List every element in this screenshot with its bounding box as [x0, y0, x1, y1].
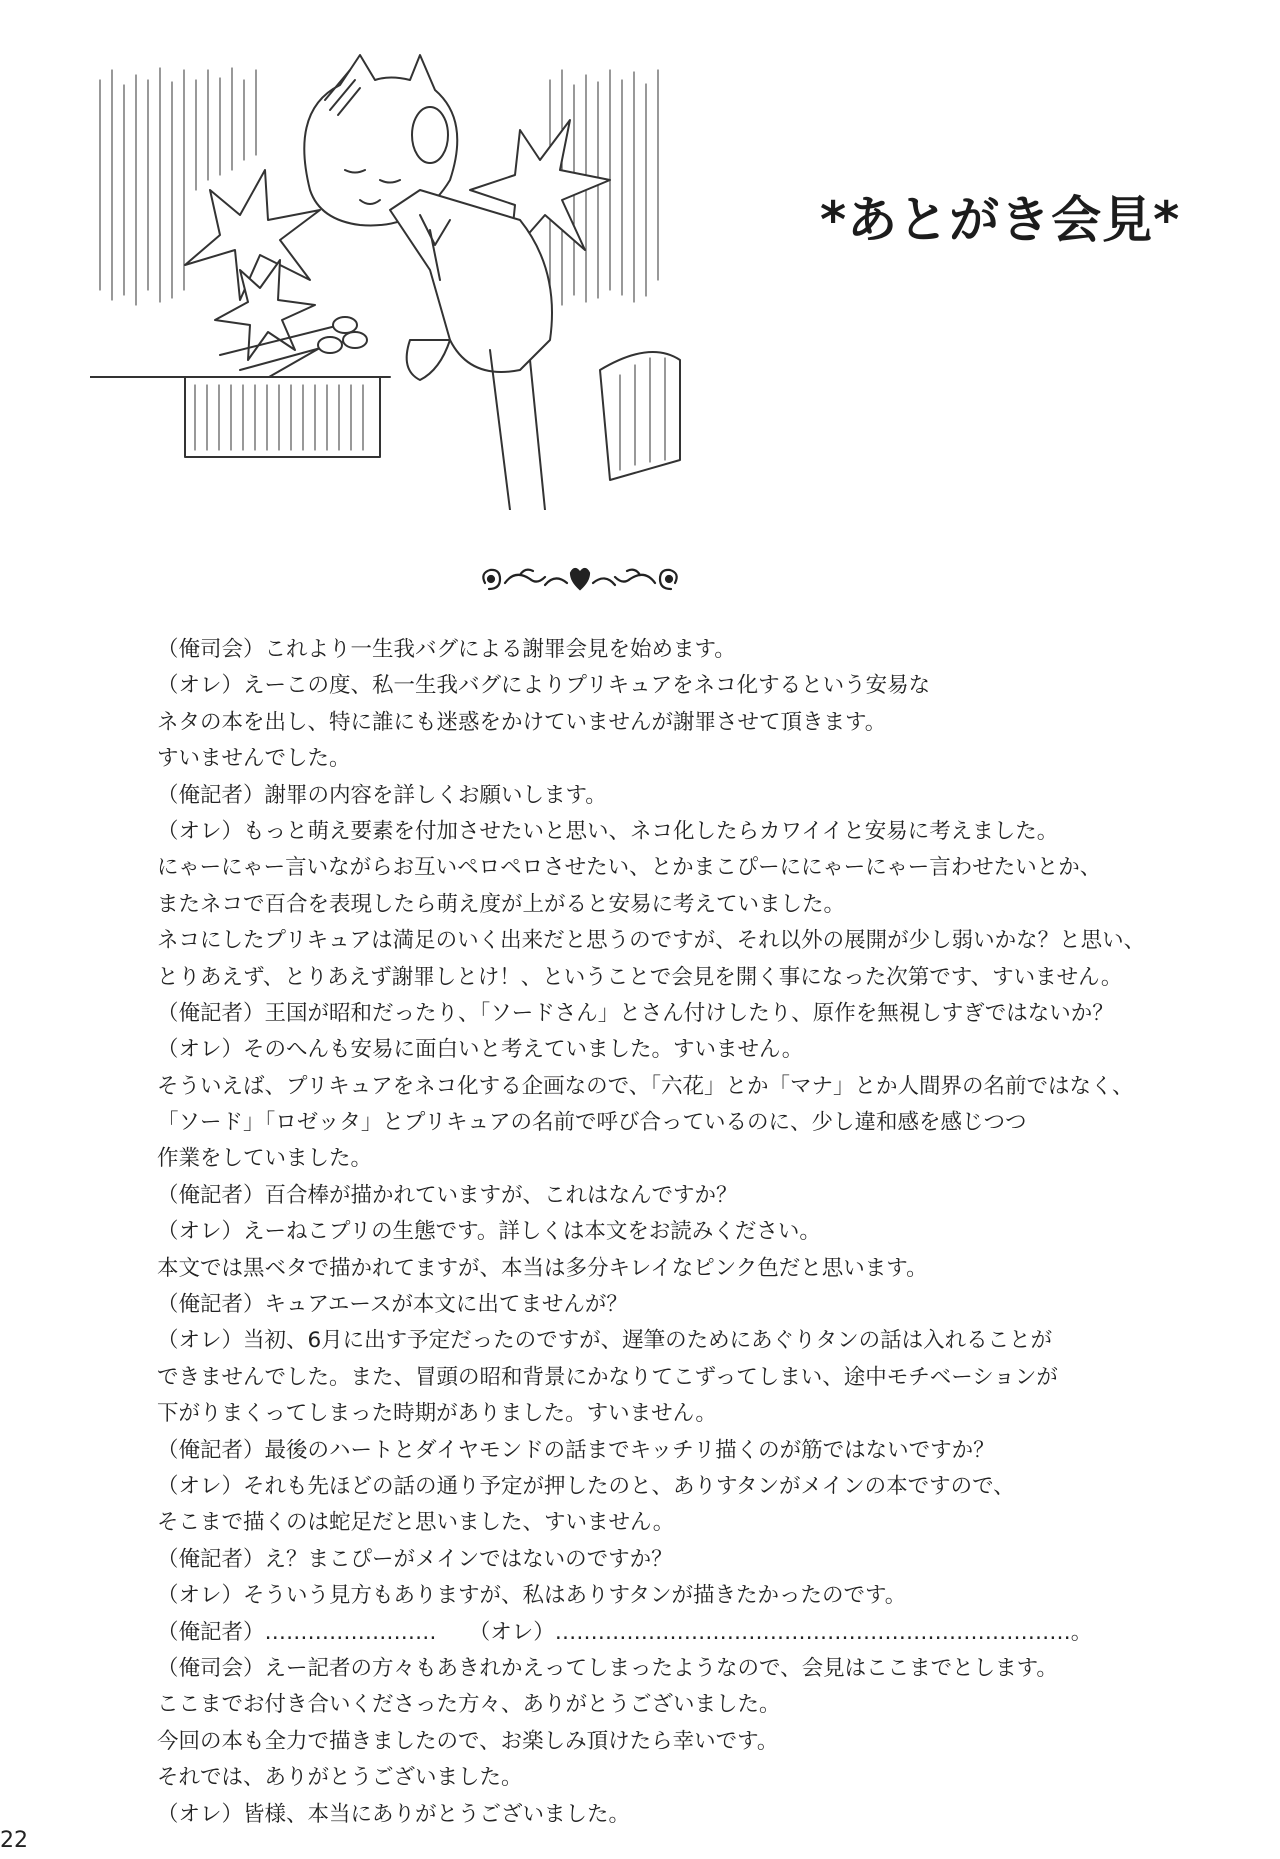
text-line: それでは、ありがとうございました。	[157, 1765, 523, 1791]
text-line: （俺記者）キュアエースが本文に出てませんが？	[157, 1292, 628, 1318]
bowing-cat-icon	[90, 40, 790, 510]
text-line: そういえば、プリキュアをネコ化する企画なので、「六花」とか「マナ」とか人間界の名前ではなく、	[157, 1073, 1134, 1099]
bowing-cat-illustration	[90, 40, 790, 510]
text-line: 本文では黒ベタで描かれてますが、本当は多分キレイなピンク色だと思います。	[157, 1255, 928, 1281]
text-line: （俺記者）謝罪の内容を詳しくお願いします。	[157, 782, 607, 808]
text-line: （オレ）当初、6月に出す予定だったのですが、遅筆のためにあぐりタンの話は入れることが	[157, 1328, 1053, 1354]
text-line: （オレ）皆様、本当にありがとうございました。	[157, 1801, 631, 1827]
heart-scroll-divider-icon	[475, 555, 685, 605]
afterword-text	[157, 632, 1197, 1833]
text-line: そこまで描くのは蛇足だと思いました、すいません。	[157, 1510, 675, 1536]
text-line: （オレ）もっと萌え要素を付加させたいと思い、ネコ化したらカワイイと安易に考えました。	[157, 818, 1059, 844]
text-line: （俺司会）これより一生我バグによる謝罪会見を始めます。	[157, 637, 736, 662]
text-line: （俺司会）えー記者の方々もあきれかえってしまったようなので、会見はここまでとします。	[157, 1655, 1058, 1681]
text-line: またネコで百合を表現したら萌え度が上がると安易に考えていました。	[157, 891, 846, 917]
text-line: ネコにしたプリキュアは満足のいく出来だと思うのですが、それ以外の展開が少し弱いかな？と思い、	[157, 928, 1146, 954]
text-line: （オレ）そのへんも安易に面白いと考えていました。すいません。	[157, 1037, 804, 1063]
text-line: （俺記者）最後のハートとダイヤモンドの話までキッチリ描くのが筋ではないですか？	[157, 1437, 995, 1463]
text-line: 作業をしていました。	[157, 1146, 373, 1172]
text-line: ネタの本を出し、特に誰にも迷惑をかけていませんが謝罪させて頂きます。	[157, 709, 887, 735]
text-line: （俺記者）王国が昭和だったり、「ソードさん」とさん付けしたり、原作を無視しすぎではないか？	[157, 1000, 1114, 1026]
text-line: 「ソード」「ロゼッタ」とプリキュアの名前で呼び合っているのに、少し違和感を感じつつ	[157, 1110, 1027, 1136]
text-line: （俺記者）百合棒が描かれていますが、これはなんですか？	[157, 1182, 738, 1208]
text-line: （俺記者）…………………… （オレ）………………………………………………………………。	[157, 1619, 1093, 1645]
text-line: （オレ）それも先ほどの話の通り予定が押したのと、ありすタンがメインの本ですので、	[157, 1473, 1015, 1499]
text-line: （オレ）えーこの度、私一生我バグによりプリキュアをネコ化するという安易な	[157, 673, 931, 699]
page-number: 22	[0, 1828, 28, 1853]
text-line: 今回の本も全力で描きましたので、お楽しみ頂けたら幸いです。	[157, 1728, 779, 1754]
text-line: とりあえず、とりあえず謝罪しとけ！、ということで会見を開く事になった次第です、すいません。	[157, 964, 1123, 990]
text-line: ここまでお付き合いくださった方々、ありがとうございました。	[157, 1692, 781, 1718]
text-line: （俺記者）え？まこぴーがメインではないのですか？	[157, 1546, 673, 1572]
text-line: すいませんでした。	[157, 746, 351, 772]
text-line: （オレ）そういう見方もありますが、私はありすタンが描きたかったのです。	[157, 1583, 907, 1609]
page-heading: *あとがき会見*	[820, 191, 1181, 249]
text-line: にゃーにゃー言いながらお互いペロペロさせたい、とかまこぴーににゃーにゃー言わせたいとか、	[157, 855, 1102, 881]
text-line: （オレ）えーねこプリの生態です。詳しくは本文をお読みください。	[157, 1219, 821, 1245]
text-line: できませんでした。また、冒頭の昭和背景にかなりてこずってしまい、途中モチベーションが	[157, 1364, 1058, 1390]
text-line: 下がりまくってしまった時期がありました。すいません。	[157, 1401, 717, 1427]
